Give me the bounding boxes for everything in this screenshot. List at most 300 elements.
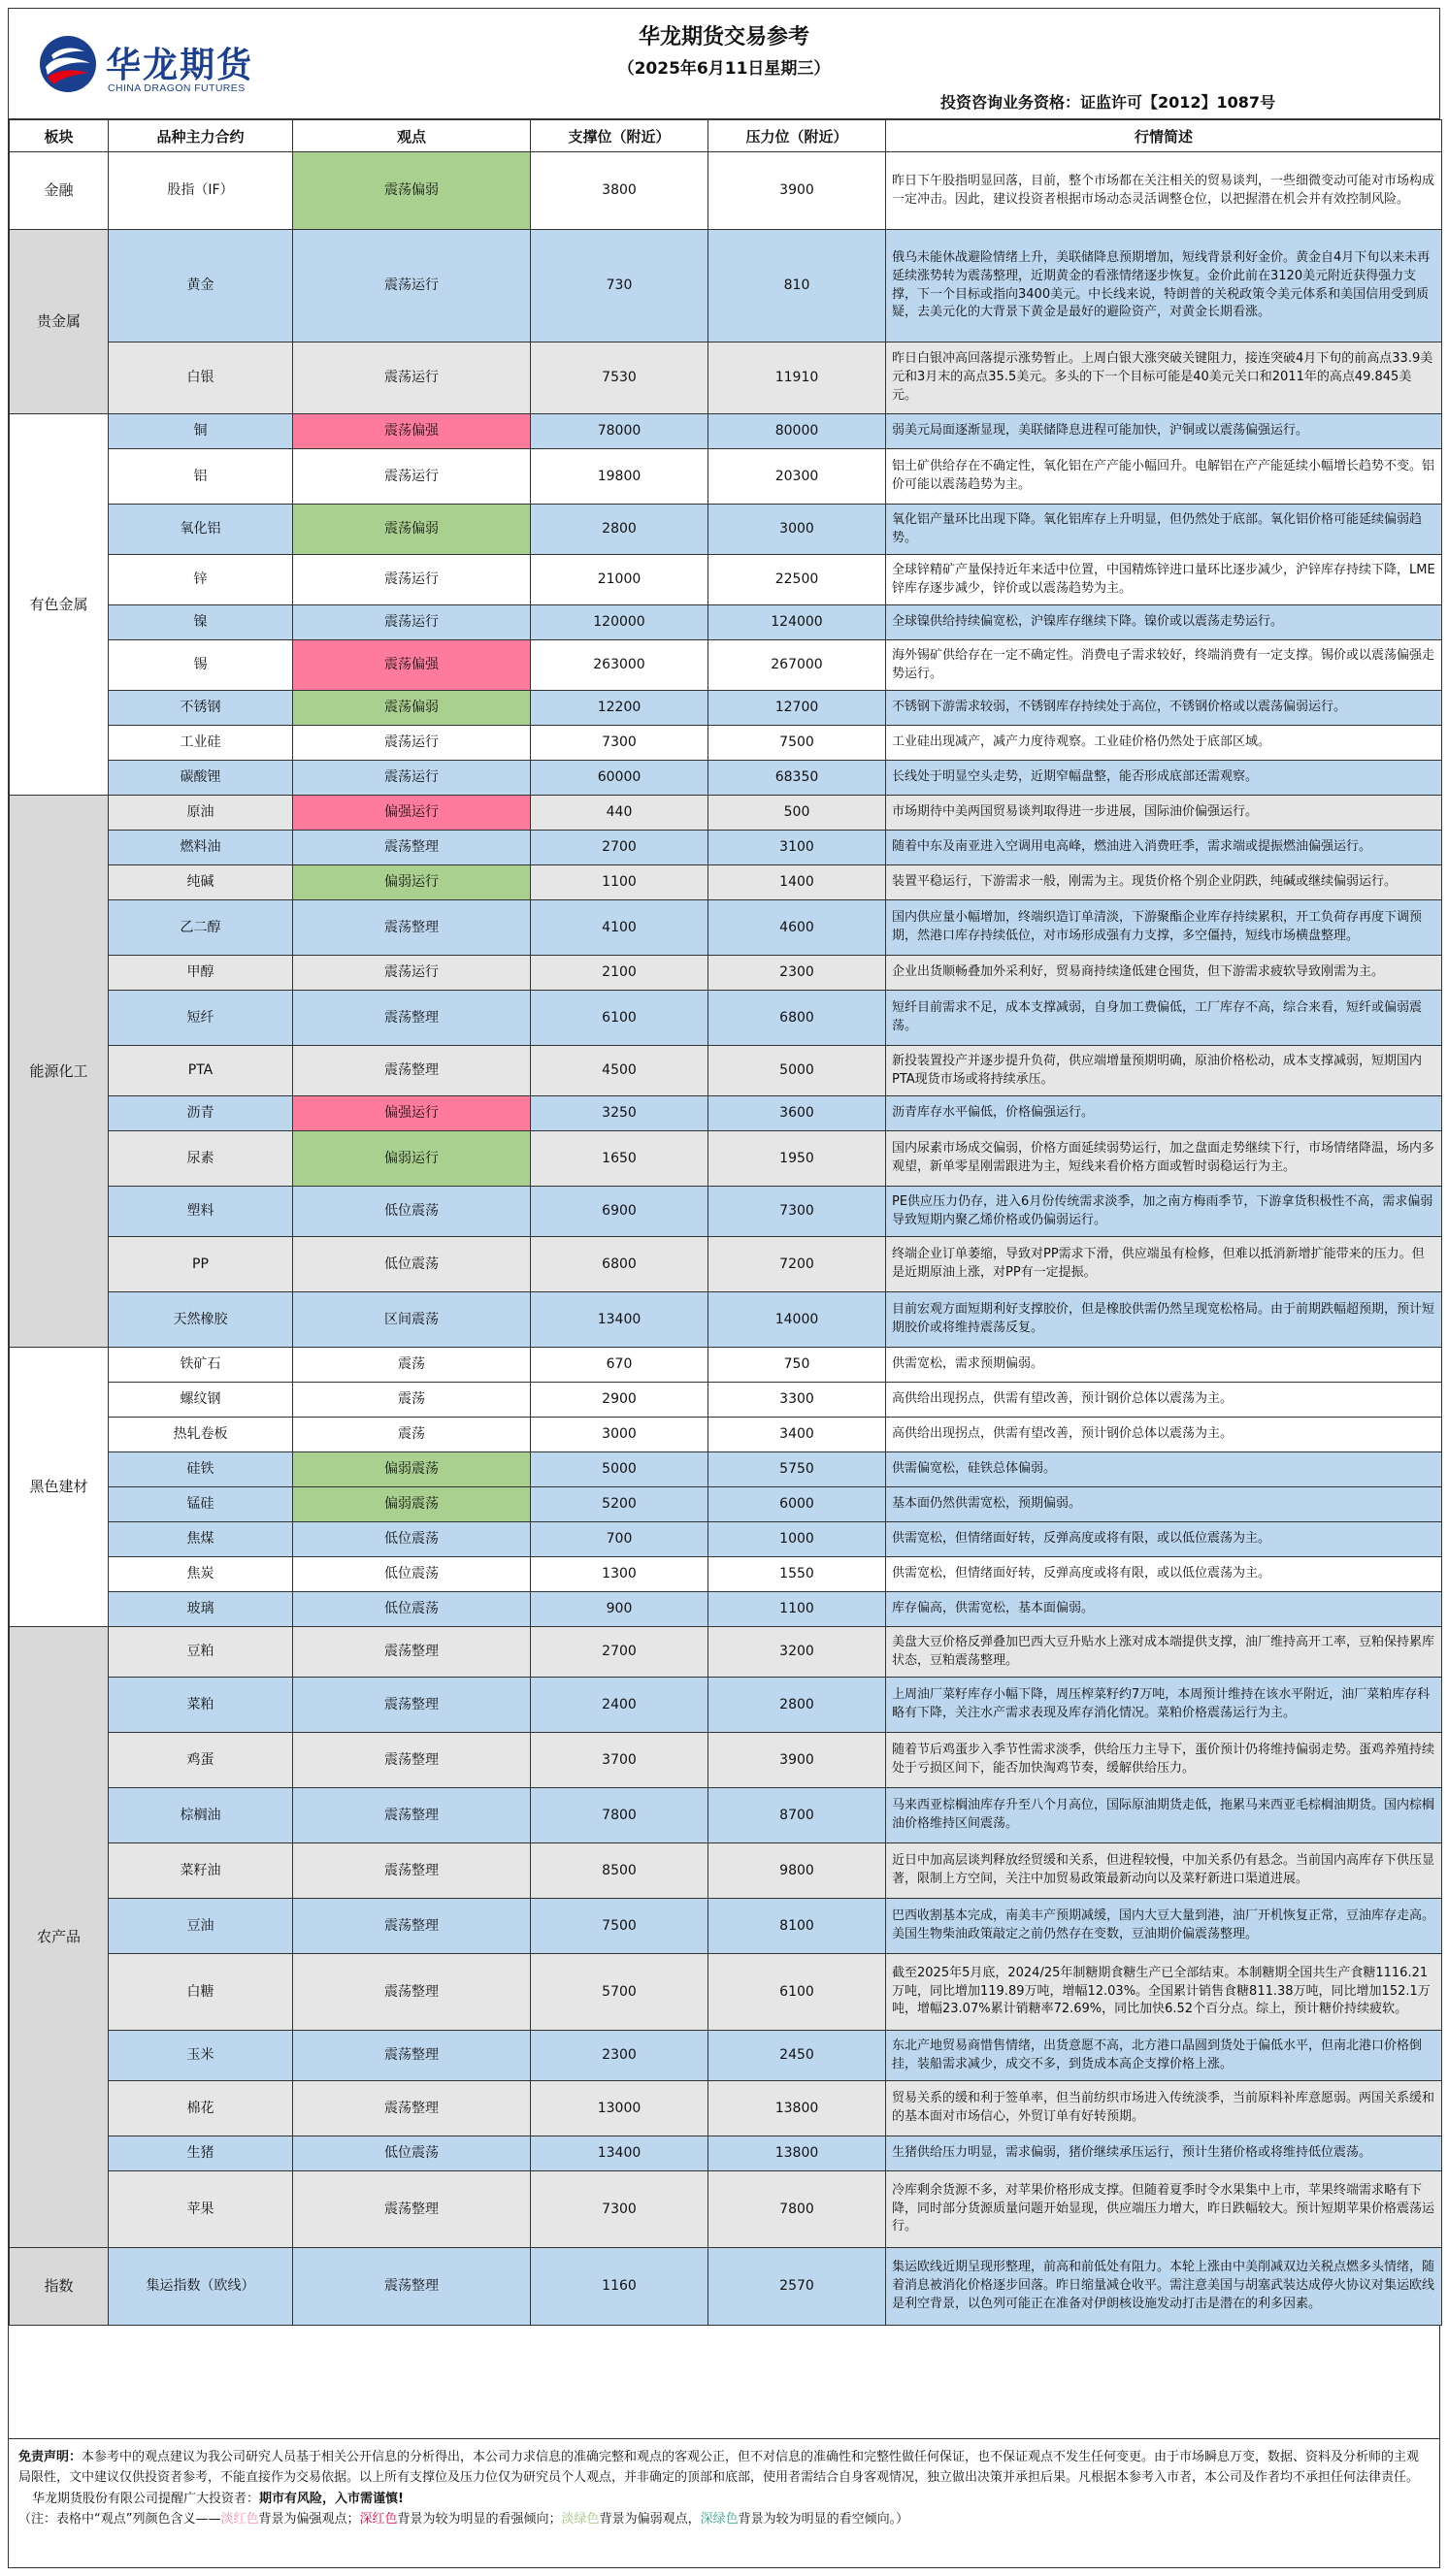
disclaimer-text xyxy=(18,2447,1430,2489)
summary-cell: 集运欧线近期呈现形整理，前高和前低处有阻力。本轮上涨由中美削减双边关税点燃多头情绪，随着消息被消化价格逐步回落。昨日缩量减仓收平。需注意美国与胡塞武装达成停火协议对集运欧线是利空背景，以色列可能正在准备对伊朗核设施发动打击是潜在的利多因素。 xyxy=(886,2248,1442,2326)
support-cell: 2700 xyxy=(531,831,708,865)
legend-light-red: 淡红色 xyxy=(220,2512,259,2527)
table-row xyxy=(10,991,1442,1046)
view-cell: 震荡整理 xyxy=(293,2171,531,2248)
support-cell: 1100 xyxy=(531,865,708,900)
legend-dark-red: 深红色 xyxy=(359,2512,398,2527)
risk-reminder xyxy=(18,2489,1430,2509)
resistance-cell: 7200 xyxy=(708,1237,886,1292)
resistance-cell: 14000 xyxy=(708,1292,886,1348)
resistance-cell: 1950 xyxy=(708,1131,886,1187)
summary-cell: 国内尿素市场成交偏弱，价格方面延续弱势运行，加之盘面走势继续下行，市场情绪降温，场内多观望，新单零星刚需跟进为主，短线来看价格方面或暂时弱稳运行为主。 xyxy=(886,1131,1442,1187)
support-cell: 700 xyxy=(531,1522,708,1557)
view-cell: 震荡整理 xyxy=(293,2248,531,2326)
support-cell: 6800 xyxy=(531,1237,708,1292)
product-cell: 集运指数（欧线） xyxy=(109,2248,293,2326)
summary-cell: 供需宽松，但情绪面好转，反弹高度或将有限，或以低位震荡为主。 xyxy=(886,1557,1442,1592)
col-header-sector: 板块 xyxy=(10,120,109,152)
summary-cell: 沥青库存水平偏低，价格偏强运行。 xyxy=(886,1096,1442,1131)
table-row xyxy=(10,691,1442,726)
col-header-summary: 行情简述 xyxy=(886,120,1442,152)
summary-cell: 冷库剩余货源不多，对苹果价格形成支撑。但随着夏季时令水果集中上市，苹果终端需求略有下降，同时部分货源质量问题开始显现，供应端压力增大，昨日跌幅较大。预计短期苹果价格震荡运行。 xyxy=(886,2171,1442,2248)
report-date: （2025年6月11日星期三） xyxy=(617,59,831,79)
product-cell: 天然橡胶 xyxy=(109,1292,293,1348)
summary-cell: 装置平稳运行，下游需求一般，刚需为主。现货价格个别企业阴跌，纯碱或继续偏弱运行。 xyxy=(886,865,1442,900)
support-cell: 900 xyxy=(531,1592,708,1627)
risk-reminder-bold: 期市有风险，入市需谨慎! xyxy=(259,2491,404,2506)
legend-prefix: （注：表格中“观点”列颜色含义—— xyxy=(18,2512,221,2527)
view-cell: 震荡整理 xyxy=(293,2031,531,2081)
support-cell: 3000 xyxy=(531,1418,708,1452)
support-cell: 7300 xyxy=(531,726,708,761)
table-row xyxy=(10,1627,1442,1678)
legend-dark-green-text: 背景为较为明显的看空倾向。） xyxy=(738,2512,909,2527)
product-cell: 锰硅 xyxy=(109,1487,293,1522)
legend-light-red-text: 背景为偏强观点； xyxy=(258,2512,360,2527)
summary-cell: 贸易关系的缓和利于签单率，但当前纺织市场进入传统淡季，当前原料补库意愿弱。两国关系缓和的基本面对市场信心，外贸订单有好转预期。 xyxy=(886,2081,1442,2136)
product-cell: 沥青 xyxy=(109,1096,293,1131)
view-cell: 震荡 xyxy=(293,1383,531,1418)
support-cell: 7500 xyxy=(531,1899,708,1954)
support-cell: 1650 xyxy=(531,1131,708,1187)
product-cell: 苹果 xyxy=(109,2171,293,2248)
support-cell: 120000 xyxy=(531,605,708,640)
table-row xyxy=(10,761,1442,796)
support-cell: 13400 xyxy=(531,2136,708,2171)
risk-reminder-prefix: 华龙期货股份有限公司提醒广大投资者： xyxy=(32,2491,260,2506)
resistance-cell: 3400 xyxy=(708,1418,886,1452)
resistance-cell: 1000 xyxy=(708,1522,886,1557)
support-cell: 13000 xyxy=(531,2081,708,2136)
table-row xyxy=(10,900,1442,956)
resistance-cell: 20300 xyxy=(708,449,886,505)
view-cell: 震荡偏弱 xyxy=(293,691,531,726)
product-cell: 白糖 xyxy=(109,1954,293,2031)
summary-cell: 截至2025年5月底，2024/25年制糖期食糖生产已全部结束。本制糖期全国共生产食糖1116.21万吨，同比增加119.89万吨，增幅12.03%。全国累计销售食糖811.38万吨，同比增加152.1万吨，增幅23.07%累计销糖率72.69%，同比加快6.52个百分点。综上，预计糖价持续疲软。 xyxy=(886,1954,1442,2031)
summary-cell: 上周油厂菜籽库存小幅下降，周压榨菜籽约7万吨，本周预计维持在该水平附近，油厂菜粕库存科略有下降，关注水产需求表现及库存消化情况。菜粕价格震荡运行为主。 xyxy=(886,1678,1442,1733)
support-cell: 12200 xyxy=(531,691,708,726)
table-row xyxy=(10,505,1442,555)
view-cell: 震荡运行 xyxy=(293,449,531,505)
table-row xyxy=(10,605,1442,640)
summary-cell: 铝土矿供给存在不确定性，氧化铝在产产能小幅回升。电解铝在产产能延续小幅增长趋势不变。铝价可能以震荡趋势为主。 xyxy=(886,449,1442,505)
product-cell: 铜 xyxy=(109,414,293,449)
summary-cell: 基本面仍然供需宽松，预期偏弱。 xyxy=(886,1487,1442,1522)
support-cell: 21000 xyxy=(531,555,708,605)
view-cell: 低位震荡 xyxy=(293,2136,531,2171)
product-cell: 镍 xyxy=(109,605,293,640)
view-cell: 震荡整理 xyxy=(293,1899,531,1954)
view-cell: 偏强运行 xyxy=(293,1096,531,1131)
resistance-cell: 7500 xyxy=(708,726,886,761)
view-cell: 震荡 xyxy=(293,1348,531,1383)
col-header-resistance: 压力位（附近） xyxy=(708,120,886,152)
summary-cell: 长线处于明显空头走势，近期窄幅盘整，能否形成底部还需观察。 xyxy=(886,761,1442,796)
summary-cell: 库存偏高，供需宽松，基本面偏弱。 xyxy=(886,1592,1442,1627)
product-cell: 碳酸锂 xyxy=(109,761,293,796)
product-cell: 硅铁 xyxy=(109,1452,293,1487)
color-legend-note xyxy=(18,2509,1430,2529)
product-cell: 棕榈油 xyxy=(109,1788,293,1843)
resistance-cell: 810 xyxy=(708,230,886,342)
view-cell: 低位震荡 xyxy=(293,1592,531,1627)
summary-cell: 生猪供给压力明显，需求偏弱，猪价继续承压运行，预计生猪价格或将维持低位震荡。 xyxy=(886,2136,1442,2171)
col-header-support: 支撑位（附近） xyxy=(531,120,708,152)
support-cell: 13400 xyxy=(531,1292,708,1348)
support-cell: 7530 xyxy=(531,342,708,414)
product-cell: 棉花 xyxy=(109,2081,293,2136)
report-sheet xyxy=(8,8,1440,2568)
view-cell: 震荡运行 xyxy=(293,555,531,605)
resistance-cell: 13800 xyxy=(708,2081,886,2136)
resistance-cell: 267000 xyxy=(708,640,886,691)
view-cell: 震荡整理 xyxy=(293,1678,531,1733)
product-cell: 锌 xyxy=(109,555,293,605)
product-cell: 铁矿石 xyxy=(109,1348,293,1383)
col-header-view: 观点 xyxy=(293,120,531,152)
summary-cell: 企业出货顺畅叠加外采利好，贸易商持续逢低建仓囤货，但下游需求疲软导致刚需为主。 xyxy=(886,956,1442,991)
product-cell: 螺纹钢 xyxy=(109,1383,293,1418)
table-row xyxy=(10,2031,1442,2081)
table-row xyxy=(10,1899,1442,1954)
resistance-cell: 750 xyxy=(708,1348,886,1383)
resistance-cell: 8700 xyxy=(708,1788,886,1843)
view-cell: 低位震荡 xyxy=(293,1237,531,1292)
summary-cell: 国内供应量小幅增加，终端织造订单清淡，下游聚酯企业库存持续累积，开工负荷存再度下调预期，然港口库存持续低位，对市场形成强有力支撑，多空僵持，短线市场横盘整理。 xyxy=(886,900,1442,956)
view-cell: 震荡整理 xyxy=(293,1843,531,1899)
table-row xyxy=(10,2081,1442,2136)
sector-cell: 贵金属 xyxy=(10,230,109,414)
resistance-cell: 80000 xyxy=(708,414,886,449)
support-cell: 19800 xyxy=(531,449,708,505)
sector-cell: 黑色建材 xyxy=(10,1348,109,1627)
summary-cell: 马来西亚棕榈油库存升至八个月高位，国际原油期货走低，拖累马来西亚毛棕榈油期货。国内棕榈油价格维持区间震荡。 xyxy=(886,1788,1442,1843)
product-cell: 菜粕 xyxy=(109,1678,293,1733)
table-row xyxy=(10,865,1442,900)
table-row xyxy=(10,1522,1442,1557)
summary-cell: 昨日白银冲高回落提示涨势暂止。上周白银大涨突破关键阻力，接连突破4月下旬的前高点33.9美元和3月末的高点35.5美元。多头的下一个目标可能是40美元关口和2011年的高点49.845美元。 xyxy=(886,342,1442,414)
view-cell: 震荡 xyxy=(293,1418,531,1452)
table-row xyxy=(10,1843,1442,1899)
product-cell: 锡 xyxy=(109,640,293,691)
view-cell: 震荡偏弱 xyxy=(293,505,531,555)
view-cell: 震荡运行 xyxy=(293,605,531,640)
table-row xyxy=(10,1096,1442,1131)
resistance-cell: 3600 xyxy=(708,1096,886,1131)
summary-cell: 全球镍供给持续偏宽松，沪镍库存继续下降。镍价或以震荡走势运行。 xyxy=(886,605,1442,640)
legend-dark-green: 深绿色 xyxy=(700,2512,739,2527)
view-cell: 偏弱运行 xyxy=(293,1131,531,1187)
view-cell: 震荡偏弱 xyxy=(293,152,531,230)
sector-cell: 能源化工 xyxy=(10,796,109,1348)
resistance-cell: 6100 xyxy=(708,1954,886,2031)
resistance-cell: 7800 xyxy=(708,2171,886,2248)
table-row xyxy=(10,831,1442,865)
resistance-cell: 2800 xyxy=(708,1678,886,1733)
table-row xyxy=(10,2171,1442,2248)
table-row xyxy=(10,1383,1442,1418)
view-cell: 震荡运行 xyxy=(293,761,531,796)
resistance-cell: 3900 xyxy=(708,1733,886,1788)
summary-cell: 工业硅出现减产，减产力度待观察。工业硅价格仍然处于底部区域。 xyxy=(886,726,1442,761)
view-cell: 低位震荡 xyxy=(293,1187,531,1237)
resistance-cell: 8100 xyxy=(708,1899,886,1954)
view-cell: 偏强运行 xyxy=(293,796,531,831)
disclaimer-title: 免责声明： xyxy=(18,2450,82,2464)
disclaimer-footer xyxy=(9,2438,1439,2567)
resistance-cell: 124000 xyxy=(708,605,886,640)
table-row xyxy=(10,414,1442,449)
summary-cell: 终端企业订单萎缩，导致对PP需求下滑，供应端虽有检修，但难以抵消新增扩能带来的压力。但是近期原油上涨，对PP有一定提振。 xyxy=(886,1237,1442,1292)
summary-cell: 氧化铝产量环比出现下降。氧化铝库存上升明显，但仍然处于底部。氧化铝价格可能延续偏弱趋势。 xyxy=(886,505,1442,555)
resistance-cell: 6800 xyxy=(708,991,886,1046)
sector-cell: 金融 xyxy=(10,152,109,230)
table-row xyxy=(10,1452,1442,1487)
product-cell: 鸡蛋 xyxy=(109,1733,293,1788)
resistance-cell: 1100 xyxy=(708,1592,886,1627)
resistance-cell: 500 xyxy=(708,796,886,831)
table-row xyxy=(10,1046,1442,1096)
view-cell: 震荡整理 xyxy=(293,1046,531,1096)
resistance-cell: 1400 xyxy=(708,865,886,900)
table-row xyxy=(10,1348,1442,1383)
summary-cell: PE供应压力仍存，进入6月份传统需求淡季，加之南方梅雨季节，下游拿货积极性不高，需求偏弱导致短期内聚乙烯价格或仍偏弱运行。 xyxy=(886,1187,1442,1237)
report-header xyxy=(9,9,1439,119)
table-row xyxy=(10,1487,1442,1522)
view-cell: 震荡整理 xyxy=(293,900,531,956)
resistance-cell: 5750 xyxy=(708,1452,886,1487)
table-row xyxy=(10,1131,1442,1187)
support-cell: 6100 xyxy=(531,991,708,1046)
summary-cell: 美盘大豆价格反弹叠加巴西大豆升贴水上涨对成本端提供支撑，油厂维持高开工率，豆粕保持累库状态，豆粕震荡整理。 xyxy=(886,1627,1442,1678)
view-cell: 偏弱震荡 xyxy=(293,1452,531,1487)
view-cell: 低位震荡 xyxy=(293,1522,531,1557)
resistance-cell: 13800 xyxy=(708,2136,886,2171)
summary-cell: 高供给出现拐点，供需有望改善，预计钢价总体以震荡为主。 xyxy=(886,1383,1442,1418)
support-cell: 670 xyxy=(531,1348,708,1383)
product-cell: 塑料 xyxy=(109,1187,293,1237)
table-row xyxy=(10,449,1442,505)
support-cell: 3700 xyxy=(531,1733,708,1788)
support-cell: 78000 xyxy=(531,414,708,449)
table-row xyxy=(10,230,1442,342)
license-info: 投资咨询业务资格：证监许可【2012】1087号 xyxy=(940,93,1276,112)
view-cell: 低位震荡 xyxy=(293,1557,531,1592)
summary-cell: 随着节后鸡蛋步入季节性需求淡季，供给压力主导下，蛋价预计仍将维持偏弱走势。蛋鸡养殖持续处于亏损区间下，能否加快淘鸡节奏，缓解供给压力。 xyxy=(886,1733,1442,1788)
product-cell: 甲醇 xyxy=(109,956,293,991)
product-cell: 焦煤 xyxy=(109,1522,293,1557)
summary-cell: 近日中加高层谈判释放经贸缓和关系，但进程较慢，中加关系仍有悬念。当前国内高库存下供压显著，限制上方空间，关注中加贸易政策最新动向以及菜籽新进口渠道进展。 xyxy=(886,1843,1442,1899)
resistance-cell: 3300 xyxy=(708,1383,886,1418)
resistance-cell: 2570 xyxy=(708,2248,886,2326)
table-row xyxy=(10,640,1442,691)
support-cell: 263000 xyxy=(531,640,708,691)
view-cell: 震荡运行 xyxy=(293,230,531,342)
summary-cell: 供需宽松，但情绪面好转，反弹高度或将有限，或以低位震荡为主。 xyxy=(886,1522,1442,1557)
view-cell: 偏弱运行 xyxy=(293,865,531,900)
product-cell: 玻璃 xyxy=(109,1592,293,1627)
view-cell: 震荡整理 xyxy=(293,1954,531,2031)
support-cell: 7300 xyxy=(531,2171,708,2248)
view-cell: 震荡整理 xyxy=(293,2081,531,2136)
support-cell: 2800 xyxy=(531,505,708,555)
support-cell: 2700 xyxy=(531,1627,708,1678)
view-cell: 震荡运行 xyxy=(293,956,531,991)
legend-light-green: 淡绿色 xyxy=(561,2512,600,2527)
table-row xyxy=(10,1187,1442,1237)
support-cell: 5000 xyxy=(531,1452,708,1487)
report-title: 华龙期货交易参考 xyxy=(638,25,809,49)
view-cell: 区间震荡 xyxy=(293,1292,531,1348)
quote-table xyxy=(9,119,1442,2326)
table-row xyxy=(10,1292,1442,1348)
view-cell: 震荡整理 xyxy=(293,1733,531,1788)
resistance-cell: 12700 xyxy=(708,691,886,726)
support-cell: 2100 xyxy=(531,956,708,991)
col-header-product: 品种主力合约 xyxy=(109,120,293,152)
disclaimer-body: 本参考中的观点建议为我公司研究人员基于相关公开信息的分析得出，本公司力求信息的准确完整和观点的客观公正，但不对信息的准确性和完整性做任何保证，也不保证观点不发生任何变更。由于市场瞬息万变，数据、资料及分析师的主观局限性，文中建议仅供投资者参考，不能直接作为交易依据。以上所有支撑位及压力位仅为研究员个人观点，并非确定的顶部和底部，使用者需结合自身客观情况，独立做出决策并承担后果。凡根据本参考入市者，本公司及作者均不承担任何法律责任。 xyxy=(18,2450,1420,2486)
table-row xyxy=(10,1954,1442,2031)
sector-cell: 指数 xyxy=(10,2248,109,2326)
view-cell: 震荡整理 xyxy=(293,991,531,1046)
summary-cell: 弱美元局面逐渐显现，美联储降息进程可能加快，沪铜或以震荡偏强运行。 xyxy=(886,414,1442,449)
summary-cell: 供需偏宽松，硅铁总体偏弱。 xyxy=(886,1452,1442,1487)
support-cell: 7800 xyxy=(531,1788,708,1843)
resistance-cell: 5000 xyxy=(708,1046,886,1096)
company-name-cn: 华龙期货 xyxy=(106,46,254,85)
product-cell: 热轧卷板 xyxy=(109,1418,293,1452)
summary-cell: 目前宏观方面短期利好支撑胶价，但是橡胶供需仍然呈现宽松格局。由于前期跌幅超预期，预计短期胶价或将维持震荡反复。 xyxy=(886,1292,1442,1348)
product-cell: 白银 xyxy=(109,342,293,414)
product-cell: 氧化铝 xyxy=(109,505,293,555)
summary-cell: 不锈钢下游需求较弱，不锈钢库存持续处于高位，不锈钢价格或以震荡偏弱运行。 xyxy=(886,691,1442,726)
support-cell: 60000 xyxy=(531,761,708,796)
table-row xyxy=(10,2136,1442,2171)
product-cell: 乙二醇 xyxy=(109,900,293,956)
resistance-cell: 11910 xyxy=(708,342,886,414)
support-cell: 5200 xyxy=(531,1487,708,1522)
view-cell: 震荡偏强 xyxy=(293,640,531,691)
product-cell: 纯碱 xyxy=(109,865,293,900)
resistance-cell: 7300 xyxy=(708,1187,886,1237)
summary-cell: 全球锌精矿产量保持近年来适中位置，中国精炼锌进口量环比逐步减少，沪锌库存持续下降，LME锌库存逐步减少，锌价或以震荡趋势为主。 xyxy=(886,555,1442,605)
resistance-cell: 3100 xyxy=(708,831,886,865)
resistance-cell: 4600 xyxy=(708,900,886,956)
table-row xyxy=(10,2248,1442,2326)
legend-light-green-text: 背景为偏弱观点， xyxy=(599,2512,701,2527)
resistance-cell: 3200 xyxy=(708,1627,886,1678)
support-cell: 8500 xyxy=(531,1843,708,1899)
product-cell: 玉米 xyxy=(109,2031,293,2081)
support-cell: 1160 xyxy=(531,2248,708,2326)
product-cell: 燃料油 xyxy=(109,831,293,865)
resistance-cell: 2450 xyxy=(708,2031,886,2081)
product-cell: 豆粕 xyxy=(109,1627,293,1678)
resistance-cell: 3900 xyxy=(708,152,886,230)
table-row xyxy=(10,1418,1442,1452)
support-cell: 1300 xyxy=(531,1557,708,1592)
support-cell: 4500 xyxy=(531,1046,708,1096)
company-name-en: CHINA DRAGON FUTURES xyxy=(108,82,246,94)
view-cell: 偏弱震荡 xyxy=(293,1487,531,1522)
summary-cell: 新投装置投产并逐步提升负荷，供应端增量预期明确，原油价格松动，成本支撑减弱，短期国内PTA现货市场或将持续承压。 xyxy=(886,1046,1442,1096)
view-cell: 震荡运行 xyxy=(293,726,531,761)
product-cell: 菜籽油 xyxy=(109,1843,293,1899)
support-cell: 3250 xyxy=(531,1096,708,1131)
sector-cell: 有色金属 xyxy=(10,414,109,796)
product-cell: 股指（IF） xyxy=(109,152,293,230)
product-cell: 豆油 xyxy=(109,1899,293,1954)
resistance-cell: 9800 xyxy=(708,1843,886,1899)
support-cell: 2900 xyxy=(531,1383,708,1418)
summary-cell: 随着中东及南亚进入空调用电高峰，燃油进入消费旺季，需求端或提振燃油偏强运行。 xyxy=(886,831,1442,865)
support-cell: 440 xyxy=(531,796,708,831)
product-cell: 原油 xyxy=(109,796,293,831)
table-row xyxy=(10,1678,1442,1733)
table-row xyxy=(10,1733,1442,1788)
sector-cell: 农产品 xyxy=(10,1627,109,2248)
summary-cell: 市场期待中美两国贸易谈判取得进一步进展，国际油价偏强运行。 xyxy=(886,796,1442,831)
support-cell: 2300 xyxy=(531,2031,708,2081)
view-cell: 震荡整理 xyxy=(293,1627,531,1678)
summary-cell: 巴西收割基本完成，南美丰产预期减缓，国内大豆大量到港，油厂开机恢复正常，豆油库存走高。美国生物柴油政策敲定之前仍然存在变数，豆油期价偏震荡整理。 xyxy=(886,1899,1442,1954)
table-row xyxy=(10,1592,1442,1627)
product-cell: 不锈钢 xyxy=(109,691,293,726)
summary-cell: 短纤目前需求不足，成本支撑减弱，自身加工费偏低，工厂库存不高，综合来看，短纤或偏弱震荡。 xyxy=(886,991,1442,1046)
resistance-cell: 6000 xyxy=(708,1487,886,1522)
product-cell: 生猪 xyxy=(109,2136,293,2171)
product-cell: 尿素 xyxy=(109,1131,293,1187)
table-row xyxy=(10,555,1442,605)
summary-cell: 海外锡矿供给存在一定不确定性。消费电子需求较好，终端消费有一定支撑。锡价或以震荡偏强走势运行。 xyxy=(886,640,1442,691)
support-cell: 6900 xyxy=(531,1187,708,1237)
view-cell: 震荡整理 xyxy=(293,831,531,865)
table-row xyxy=(10,1788,1442,1843)
view-cell: 震荡整理 xyxy=(293,1788,531,1843)
resistance-cell: 68350 xyxy=(708,761,886,796)
view-cell: 震荡偏强 xyxy=(293,414,531,449)
product-cell: 焦炭 xyxy=(109,1557,293,1592)
support-cell: 4100 xyxy=(531,900,708,956)
support-cell: 3800 xyxy=(531,152,708,230)
summary-cell: 高供给出现拐点，供需有望改善，预计钢价总体以震荡为主。 xyxy=(886,1418,1442,1452)
legend-dark-red-text: 背景为较为明显的看强倾向； xyxy=(397,2512,562,2527)
table-row xyxy=(10,726,1442,761)
resistance-cell: 3000 xyxy=(708,505,886,555)
table-row xyxy=(10,956,1442,991)
summary-cell: 东北产地贸易商惜售情绪，出货意愿不高，北方港口晶圆到货处于偏低水平，但南北港口价格倒挂，装船需求减少，成交不多，到货成本高企支撑价格上涨。 xyxy=(886,2031,1442,2081)
resistance-cell: 22500 xyxy=(708,555,886,605)
product-cell: PTA xyxy=(109,1046,293,1096)
table-row xyxy=(10,342,1442,414)
table-header-row xyxy=(10,120,1442,152)
table-row xyxy=(10,796,1442,831)
product-cell: PP xyxy=(109,1237,293,1292)
support-cell: 730 xyxy=(531,230,708,342)
product-cell: 铝 xyxy=(109,449,293,505)
table-row xyxy=(10,1237,1442,1292)
resistance-cell: 1550 xyxy=(708,1557,886,1592)
product-cell: 短纤 xyxy=(109,991,293,1046)
summary-cell: 昨日下午股指明显回落，目前，整个市场都在关注相关的贸易谈判，一些细微变动可能对市场构成一定冲击。因此，建议投资者根据市场动态灵活调整仓位，以把握潜在机会并有效控制风险。 xyxy=(886,152,1442,230)
table-row xyxy=(10,1557,1442,1592)
product-cell: 工业硅 xyxy=(109,726,293,761)
view-cell: 震荡运行 xyxy=(293,342,531,414)
summary-cell: 供需宽松，需求预期偏弱。 xyxy=(886,1348,1442,1383)
support-cell: 2400 xyxy=(531,1678,708,1733)
summary-cell: 俄乌未能休战避险情绪上升，美联储降息预期增加，短线背景利好金价。黄金自4月下旬以来未再延续涨势转为震荡整理，近期黄金的看涨情绪逐步恢复。金价此前在3120美元附近获得强力支撑，下一个目标或指向3400美元。中长线来说，特朗普的关税政策令美元体系和美国信用受到质疑，去美元化的大背景下黄金是最好的避险资产，对黄金长期看涨。 xyxy=(886,230,1442,342)
table-row xyxy=(10,152,1442,230)
